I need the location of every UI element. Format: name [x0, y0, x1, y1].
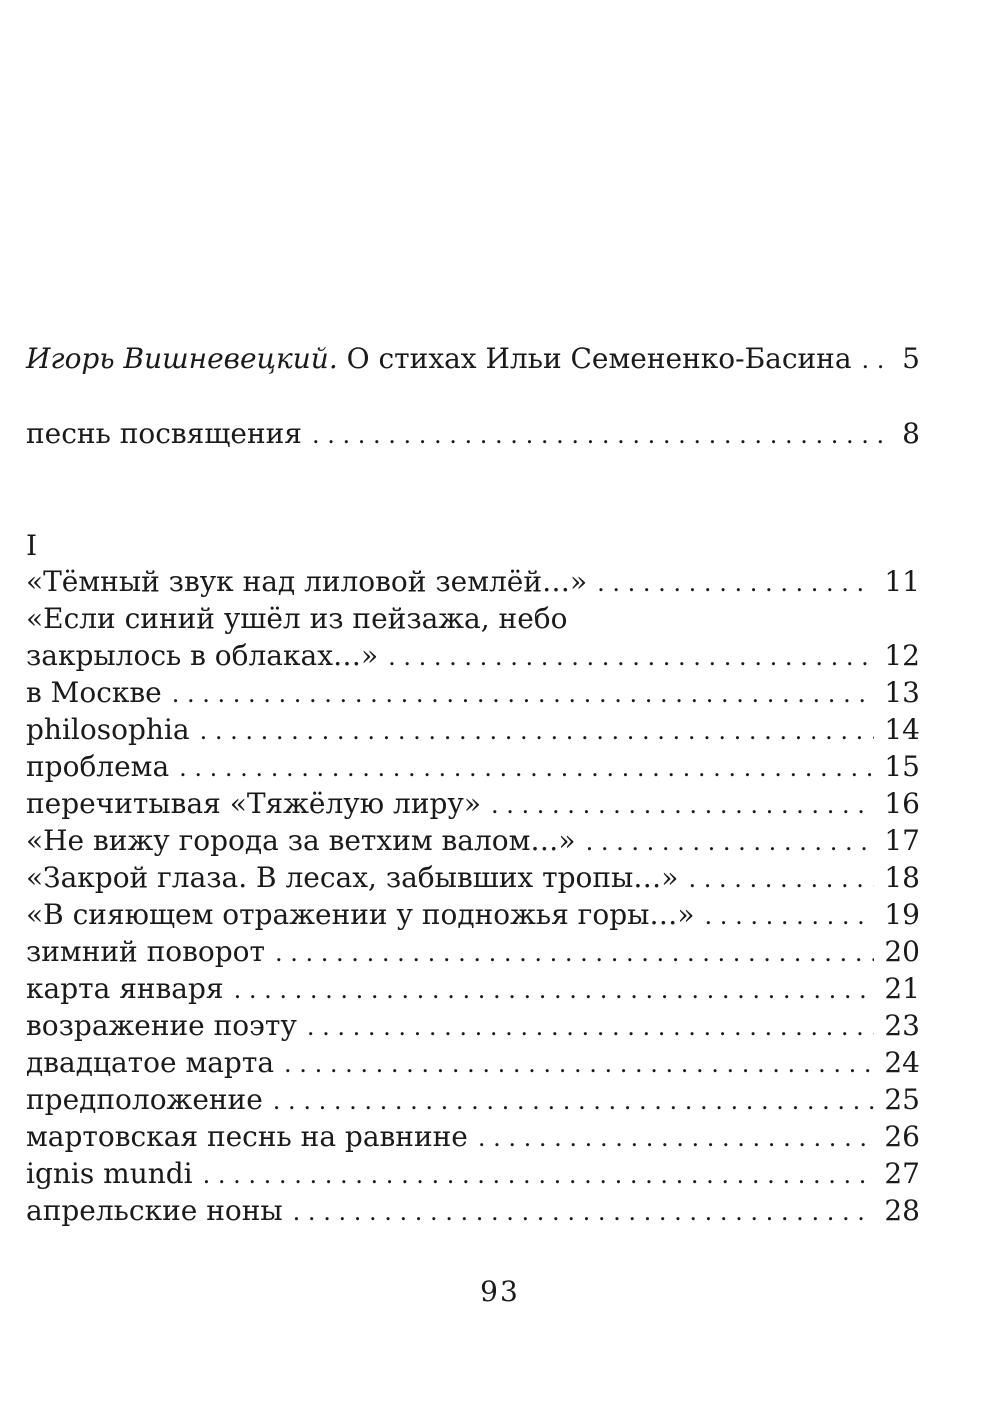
dot-leader	[312, 417, 890, 453]
toc-entry	[26, 638, 920, 675]
entry-page: 25	[884, 1083, 920, 1116]
entry-page: 24	[884, 1046, 920, 1079]
toc-entry	[26, 675, 920, 712]
dot-leader	[586, 824, 875, 860]
entry-title: «Тёмный звук над лиловой землёй…»	[26, 565, 588, 598]
page-number: 93	[480, 1275, 520, 1308]
dot-leader	[179, 750, 874, 786]
entry-page: 17	[884, 824, 920, 857]
toc-entry	[26, 786, 920, 823]
toc-entry	[26, 860, 920, 897]
entry-title: мартовская песнь на равнине	[26, 1120, 468, 1153]
entry-title: закрылось в облаках…»	[26, 639, 379, 672]
toc-entry	[26, 1008, 920, 1045]
entry-title: зимний поворот	[26, 935, 266, 968]
entry-page: 26	[884, 1120, 920, 1153]
toc-entry	[26, 712, 920, 749]
entry-title: карта января	[26, 972, 224, 1005]
toc-entry	[26, 1119, 920, 1156]
entry-title: «Не вижу города за ветхим валом…»	[26, 824, 576, 857]
toc-entry	[26, 934, 920, 971]
entry-title: песнь посвящения	[26, 417, 302, 450]
entry-title	[26, 341, 852, 377]
entry-title: philosophia	[26, 713, 190, 746]
entry-author: Игорь Вишневецкий.	[26, 342, 338, 375]
entry-title: проблема	[26, 750, 170, 783]
dot-leader	[234, 972, 875, 1008]
dot-leader	[478, 1120, 874, 1156]
dot-leader	[307, 1009, 875, 1045]
toc-entry-dedication	[26, 416, 920, 453]
entry-title: предположение	[26, 1083, 263, 1116]
entry-title: ignis mundi	[26, 1157, 193, 1190]
entry-page: 21	[884, 972, 920, 1005]
entry-title-line1: «Если синий ушёл из пейзажа, небо	[26, 602, 568, 635]
entry-title: «Закрой глаза. В лесах, забывших тропы…»	[26, 861, 679, 894]
dot-leader	[275, 935, 874, 971]
entry-page: 16	[884, 787, 920, 820]
dot-leader	[273, 1083, 875, 1119]
dot-leader	[284, 1046, 874, 1082]
entry-page: 18	[884, 861, 920, 894]
entry-title: возражение поэту	[26, 1009, 297, 1042]
entry-page: 11	[884, 565, 920, 598]
entry-title: двадцатое марта	[26, 1046, 275, 1079]
dot-leader	[203, 1157, 875, 1193]
entry-page: 14	[884, 713, 920, 746]
entry-page: 13	[884, 676, 920, 709]
entry-title: «В сияющем отражении у подножья горы…»	[26, 898, 695, 931]
entry-page: 19	[884, 898, 920, 931]
toc-entry-intro	[26, 341, 920, 378]
entry-page: 23	[884, 1009, 920, 1042]
entry-page: 20	[884, 935, 920, 968]
toc-entry	[26, 1193, 920, 1230]
entry-title-text: О стихах Ильи Семененко-Басина	[337, 342, 852, 375]
entry-title: в Москве	[26, 676, 162, 709]
entry-title: перечитывая «Тяжёлую лиру»	[26, 787, 482, 820]
toc-entry	[26, 1082, 920, 1119]
dot-leader	[705, 898, 875, 934]
entry-page: 28	[884, 1194, 920, 1227]
entry-page: 5	[902, 342, 920, 375]
section-heading: I	[26, 529, 38, 562]
entry-title: апрельские ноны	[26, 1194, 283, 1227]
toc-entry	[26, 1045, 920, 1082]
dot-leader	[200, 713, 875, 749]
toc-entry	[26, 897, 920, 934]
toc-entry	[26, 971, 920, 1008]
toc-entry	[26, 749, 920, 786]
entry-page: 12	[884, 639, 920, 672]
dot-leader	[293, 1194, 875, 1230]
entry-page: 15	[884, 750, 920, 783]
dot-leader	[491, 787, 874, 823]
dot-leader	[688, 861, 874, 897]
dot-leader	[172, 676, 875, 712]
dot-leader	[597, 565, 874, 601]
dot-leader	[862, 342, 890, 378]
toc-entry	[26, 823, 920, 860]
toc-entry	[26, 564, 920, 601]
toc-entry	[26, 1156, 920, 1193]
entry-page: 27	[884, 1157, 920, 1190]
dot-leader	[388, 639, 874, 675]
entry-page: 8	[902, 417, 920, 450]
